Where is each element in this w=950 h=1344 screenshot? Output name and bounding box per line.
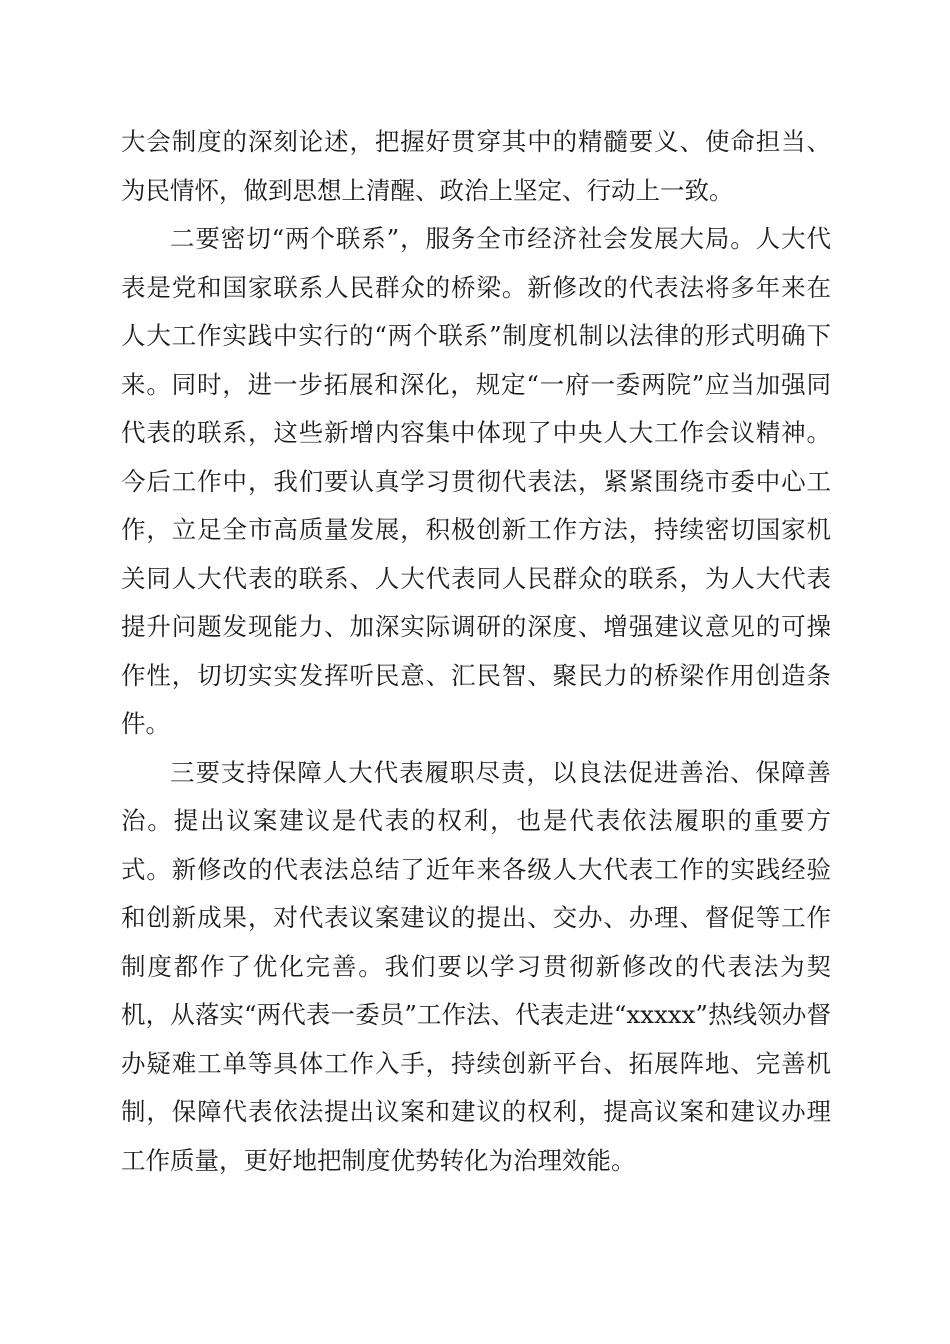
document-body bbox=[121, 118, 831, 1185]
paragraph-two-connections: 二要密切“两个联系”，服务全市经济社会发展大局。人大代表是党和国家联系人民群众的桥梁。新修改的代表法将多年来在人大工作实践中实行的“两个联系”制度机制以法律的形式明确下来。同时，进一步拓展和深化，规定“一府一委两院”应当加强同代表的联系，这些新增内容集中体现了中央人大工作会议精神。今后工作中，我们要认真学习贯彻代表法，紧紧围绕市委中心工作，立足全市高质量发展，积极创新工作方法，持续密切国家机关同人大代表的联系、人大代表同人民群众的联系，为人大代表提升问题发现能力、加深实际调研的深度、增强建议意见的可操作性，切切实实发挥听民意、汇民智、聚民力的桥梁作用创造条件。 bbox=[121, 224, 831, 738]
paragraph-support-deputies: 三要支持保障人大代表履职尽责，以良法促进善治、保障善治。提出议案建议是代表的权利，也是代表依法履职的重要方式。新修改的代表法总结了近年来各级人大代表工作的实践经验和创新成果，对代表议案建议的提出、交办、办理、督促等工作制度都作了优化完善。我们要以学习贯彻新修改的代表法为契机，从落实“两代表一委员”工作法、代表走进“xxxxx”热线领办督办疑难工单等具体工作入手，持续创新平台、拓展阵地、完善机制，保障代表依法提出议案和建议的权利，提高议案和建议办理工作质量，更好地把制度优势转化为治理效能。 bbox=[121, 757, 831, 1175]
paragraph-continuation: 大会制度的深刻论述，把握好贯穿其中的精髓要义、使命担当、为民情怀，做到思想上清醒、政治上坚定、行动上一致。 bbox=[121, 127, 831, 205]
